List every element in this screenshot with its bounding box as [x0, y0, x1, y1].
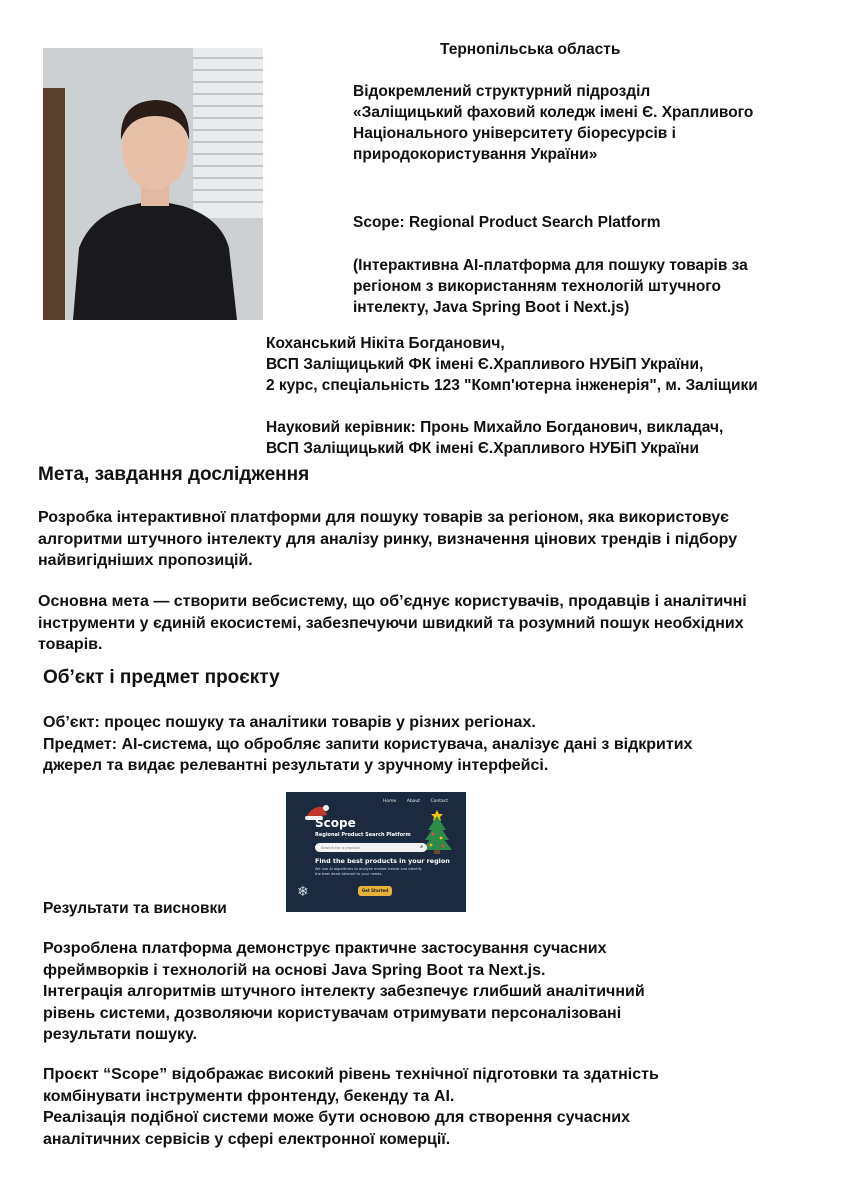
text-line: Національного університету біоресурсів і — [353, 125, 676, 142]
preview-nav-about: About — [406, 799, 421, 804]
author-name: Коханський Нікіта Богданович, — [266, 335, 505, 352]
project-title: Scope: Regional Product Search Platform — [353, 214, 661, 231]
supervisor-affiliation: ВСП Заліщицький ФК імені Є.Храпливого НУБіП України — [266, 440, 700, 457]
preview-nav-contact: Contact — [430, 799, 448, 804]
preview-cta-title: Find the best products in your region — [315, 857, 450, 865]
preview-subtitle: Regional Product Search Platform — [315, 832, 411, 838]
text-line: аналітичних сервісів у сфері електронної комерції. — [43, 1130, 451, 1148]
author-info — [266, 333, 758, 396]
search-icon: ⌕ — [420, 844, 423, 850]
preview-brand: Scope — [315, 816, 356, 830]
preview-search-placeholder: Search for a product — [321, 845, 360, 850]
text-line: найвигідніших пропозицій. — [38, 552, 253, 569]
text-line: джерел та видає релевантні результати у зручному інтерфейсі. — [43, 757, 549, 774]
text-line: «Заліщицький фаховий коледж імені Є. Храпливого — [353, 104, 754, 121]
text-line: алгоритми штучного інтелекту для аналізу ринку, визначення цінових трендів і підбору — [38, 530, 738, 548]
preview-nav-home: Home — [383, 799, 397, 804]
text-line: Розробка інтерактивної платформи для пошуку товарів за регіоном, яка використовує — [38, 509, 729, 526]
text-line: інструменти у єдиній екосистемі, забезпечуючи швидкий та розумний пошук необхідних — [38, 614, 744, 632]
preview-nav — [374, 799, 448, 804]
results-paragraph-1 — [43, 938, 645, 1046]
text-line: Реалізація подібної системи може бути основою для створення сучасних — [43, 1109, 630, 1126]
section-heading-object: Об’єкт і предмет проєкту — [43, 667, 280, 688]
text-line: результати пошуку. — [43, 1026, 197, 1043]
goals-paragraph-2 — [38, 591, 747, 656]
region-title: Тернопільська область — [440, 41, 621, 58]
text-line: Об’єкт: процес пошуку та аналітики товарів у різних регіонах. — [43, 714, 536, 731]
text-line: інтелекту, Java Spring Boot і Next.js) — [353, 299, 630, 316]
text-line: товарів. — [38, 636, 103, 653]
website-preview — [286, 792, 466, 912]
text-line: Предмет: AI-система, що обробляє запити користувача, аналізує дані з відкритих — [43, 735, 693, 753]
text-line: Відокремлений структурний підрозділ — [353, 83, 651, 100]
institution-name — [353, 81, 753, 165]
preview-get-started-button: Get Started — [358, 886, 392, 896]
text-line: Основна мета — створити вебсистему, що об’єднує користувачів, продавців і аналітичні — [38, 593, 747, 610]
author-photo — [43, 48, 263, 320]
goals-paragraph-1 — [38, 507, 737, 572]
supervisor-info — [266, 417, 723, 459]
text-line: Інтеграція алгоритмів штучного інтелекту забезпечує глибший аналітичний — [43, 983, 645, 1000]
text-line: (Інтерактивна AI-платформа для пошуку товарів за — [353, 257, 748, 274]
author-affiliation: ВСП Заліщицький ФК імені Є.Храпливого НУБіП України, — [266, 356, 704, 373]
preview-search-input — [315, 843, 427, 852]
text-line: фреймворків і технологій на основі Java Spring Boot та Next.js. — [43, 961, 546, 979]
text-line: регіоном з використанням технологій штучного — [353, 278, 722, 295]
preview-cta-description: We use AI algorithms to analyze market trends and identify the best deals tailored to your needs. — [315, 867, 422, 876]
object-paragraph — [43, 712, 692, 777]
text-line: природокористування України» — [353, 146, 598, 163]
section-heading-goals: Мета, завдання дослідження — [38, 464, 310, 485]
results-paragraph-2 — [43, 1064, 659, 1150]
snowflake-icon: ❄ — [297, 884, 309, 900]
project-description — [353, 255, 748, 318]
author-course: 2 курс, спеціальність 123 "Комп'ютерна інженерія", м. Заліщики — [266, 377, 758, 394]
text-line: комбінувати інструменти фронтенду, бекенду та AI. — [43, 1087, 455, 1105]
text-line: рівень системи, дозволяючи користувачам отримувати персоналізовані — [43, 1004, 622, 1022]
text-line: Проєкт “Scope” відображає високий рівень технічної підготовки та здатність — [43, 1066, 659, 1083]
text-line: Розроблена платформа демонструє практичне застосування сучасних — [43, 940, 607, 957]
section-heading-results: Результати та висновки — [43, 900, 227, 917]
supervisor-name: Науковий керівник: Пронь Михайло Богданович, викладач, — [266, 419, 724, 436]
